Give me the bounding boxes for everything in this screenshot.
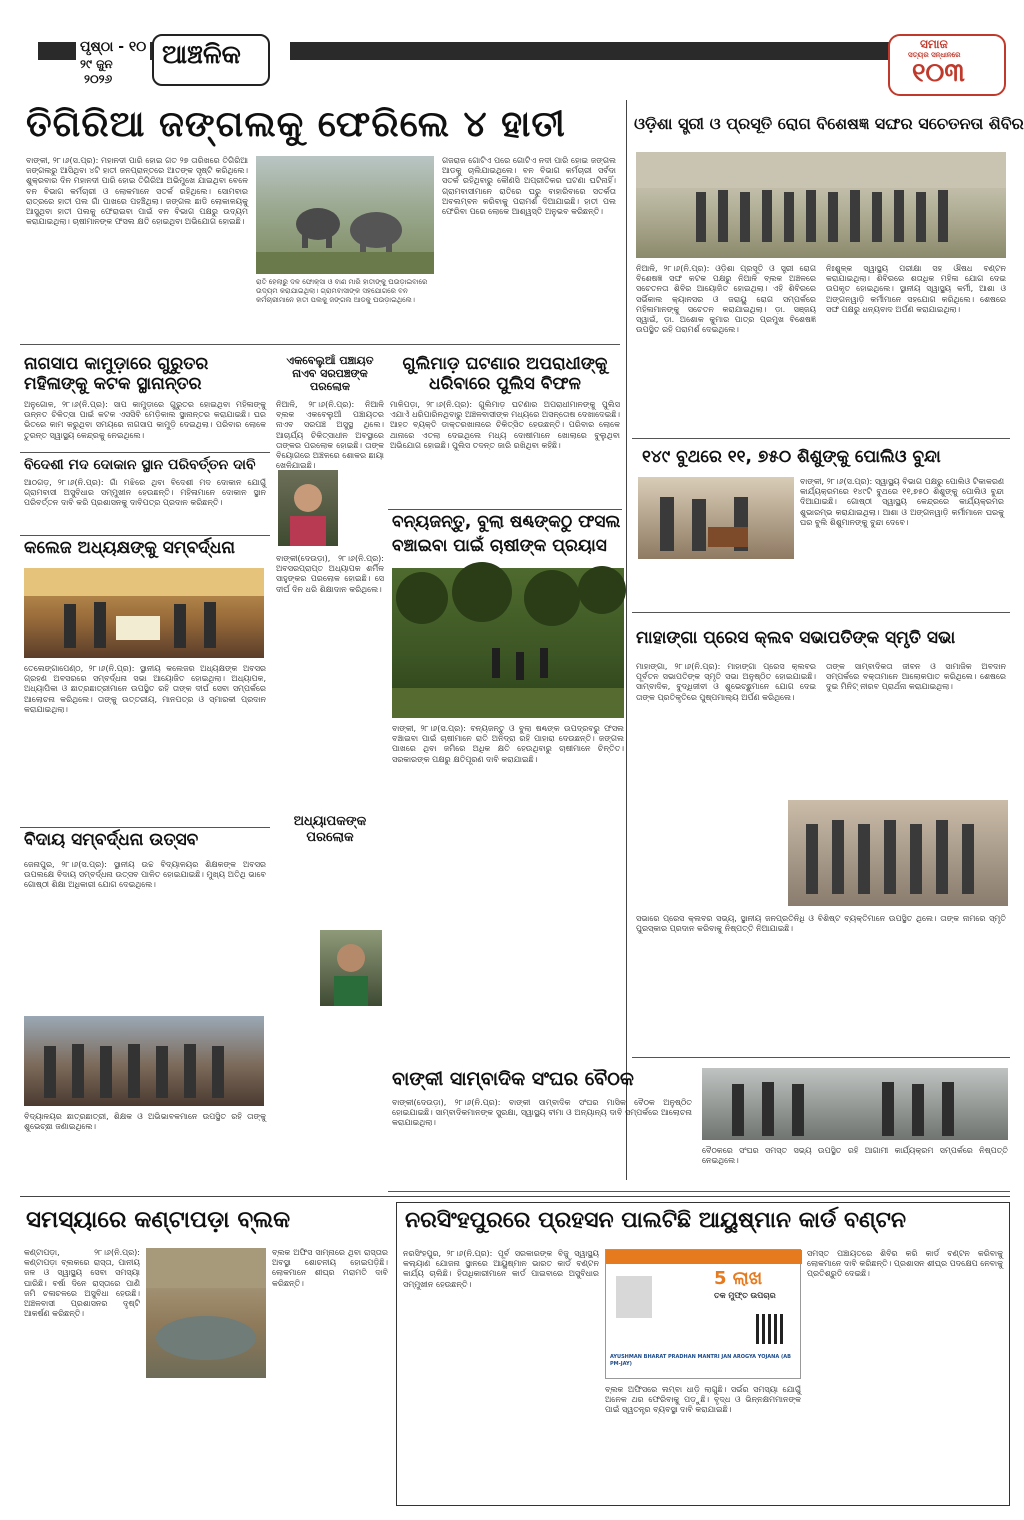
card-amount: 5 ଲାଖ [714,1268,763,1289]
press-club-col3: ସଭାରେ ପ୍ରେସ କ୍ଲବର ସଭ୍ୟ, ସ୍ଥାନୀୟ ଜନପ୍ରତିନିଧି ଓ ବିଶିଷ୍ଟ ବ୍ୟକ୍ତିମାନେ ଉପସ୍ଥିତ ଥିଲେ। ତାଙ୍କ ନାମରେ ସ୍ମୃତି ପୁରସ୍କାର ପ୍ରଦାନ କରିବାକୁ ନିଷ୍ପତ୍ତି ନିଆଯାଇଛି। [636,914,1006,934]
elephants-col3: ଗଜରାଜ ଗୋଟିଏ ପରେ ଗୋଟିଏ ନଦୀ ପାରି ହୋଇ ଜଙ୍ଗଲ ଆଡକୁ ଚାଲିଯାଇଥିଲେ। ବନ ବିଭାଗ କର୍ମଚାରୀ ସର୍ବଦା ସତର୍କ ରହିଥିବାରୁ କୌଣସି ଅପ୍ରୀତିକର ଘଟଣା ଘଟିନାହିଁ। ଗ୍ରାମବାସୀମାନେ ରାତିରେ ଘରୁ ବାହାରିବାରେ ସତର୍କତା ଅବଲମ୍ବନ କରିବାକୁ ପରାମର୍ଶ ଦିଆଯାଇଛି। ହାତୀ ପଲ ଫେରିବା ପରେ ଲୋକେ ଆଶ୍ୱସ୍ତି ଅନୁଭବ କରିଛନ୍ତି। [442,156,616,217]
ayushman-article [396,1202,1010,1506]
wildlife-body: ବାଙ୍କୀ, ୨୮।୬(ସ.ପ୍ର): ବନ୍ୟଜନ୍ତୁ ଓ ବୁଲା ଷଣ୍ଢଙ୍କ ଉପଦ୍ରବରୁ ଫସଲ ବଞ୍ଚାଇବା ପାଇଁ ଚାଷୀମାନେ ରାତି ଅନିଦ୍ରା ରହି ପାହାରା ଦେଉଛନ୍ତି। ଜଙ୍ଗଲ ପାଖରେ ଥିବା ଜମିରେ ଅଧିକ କ୍ଷତି ହେଉଥିବାରୁ ଚାଷୀମାନେ ଚିନ୍ତିତ। ସରକାରଙ୍କ ପକ୍ଷରୁ କ୍ଷତିପୂରଣ ଦାବି କରାଯାଇଛି। [392,724,624,764]
card-photo-placeholder [616,1276,652,1318]
college-photo [24,568,264,658]
sarpanch-article [274,350,384,650]
masthead-band-right [290,42,890,60]
banki-meet-body2: ବୈଠକରେ ସଂଘର ସମସ୍ତ ସଭ୍ୟ ଉପସ୍ଥିତ ରହି ଆଗାମୀ କାର୍ଯ୍ୟକ୍ରମ ସମ୍ପର୍କରେ ନିଷ୍ପତ୍ତି ନେଇଥିଲେ। [702,1146,1008,1166]
press-club-article [632,618,1010,1058]
biday-body: ଜେନାପୁର, ୨୮।୬(ସ.ପ୍ର): ସ୍ଥାନୀୟ ଉଚ୍ଚ ବିଦ୍ୟାଳୟର ଶିକ୍ଷକଙ୍କ ଅବସର ଉପଲକ୍ଷେ ବିଦାୟ ସମ୍ବର୍ଦ୍ଧନା ଉତ୍ସବ ପାଳିତ ହୋଇଯାଇଛି। ମୁଖ୍ୟ ଅତିଥି ଭାବେ ଗୋଷ୍ଠୀ ଶିକ୍ଷା ଅଧିକାରୀ ଯୋଗ ଦେଇଥିଲେ। [24,860,266,890]
wildlife-article [388,512,628,842]
brand-sub: ସତ୍ୟର ସନ୍ଧାନରେ [908,51,961,59]
banki-meet-headline: ବାଙ୍କୀ ସାମ୍ବାଦିକ ସଂଘର ବୈଠକ [392,1068,634,1090]
section-title: ଆଞ୍ଚଳିକ [162,40,241,70]
page-label: ପୃଷ୍ଠା - ୧୦ [80,39,147,55]
gulimada-article [388,350,622,510]
madira-article [20,456,270,536]
sarpanch-body-bottom: ବାଙ୍କୀ(ଦେଉଡ଼ା), ୨୮।୬(ନି.ପ୍ର): ଅବସରପ୍ରାପ୍ତ ଅଧ୍ୟାପକ ଶର୍ମିଳ ସାହୁଙ୍କର ପରଲୋକ ହୋଇଛି। ସେ ଦୀର୍ଘ ଦିନ ଧରି ଶିକ୍ଷାଦାନ କରିଥିଲେ। [276,554,384,594]
ayushman-col3: ସମସ୍ତ ପଞ୍ଚାୟତରେ ଶିବିର କରି କାର୍ଡ ବଣ୍ଟନ କରିବାକୁ ଲୋକମାନେ ଦାବି କରିଛନ୍ତି। ପ୍ରଶାସନ ଶୀଘ୍ର ପଦକ୍ଷେପ ନେବାକୁ ପ୍ରତିଶ୍ରୁତି ଦେଇଛି। [807,1249,1003,1279]
gynae-col2: ନିଃଶୁଳ୍କ ସ୍ୱାସ୍ଥ୍ୟ ପରୀକ୍ଷା ସହ ଔଷଧ ବଣ୍ଟନ କରାଯାଇଥିଲା। ଶିବିରରେ ଶତାଧିକ ମହିଳା ଯୋଗ ଦେଇ ଉପକୃତ ହୋଇଥିଲେ। ସ୍ଥାନୀୟ ସ୍ୱାସ୍ଥ୍ୟ କର୍ମୀ, ଆଶା ଓ ଅଙ୍ଗନୱାଡ଼ି କର୍ମୀମାନେ ସହଯୋଗ କରିଥିଲେ। ଶେଷରେ ସଙ୍ଘ ପକ୍ଷରୁ ଧନ୍ୟବାଦ ଅର୍ପଣ କରାଯାଇଥିଲା। [826,264,1006,314]
gynae-article [632,100,1024,435]
elephants-article [20,100,620,345]
banki-meet-body: ବାଙ୍କୀ(ଦେଉଡ଼ା), ୨୮।୬(ନି.ପ୍ର): ବାଙ୍କୀ ସାମ୍ବାଦିକ ସଂଘର ମାସିକ ବୈଠକ ଅନୁଷ୍ଠିତ ହୋଇଯାଇଛି। ସାମ୍ବାଦିକମାନଙ୍କ ସୁରକ୍ଷା, ସ୍ୱାସ୍ଥ୍ୟ ବୀମା ଓ ଅନ୍ୟାନ୍ୟ ଦାବି ସମ୍ପର୍କରେ ଆଲୋଚନା କରାଯାଇଥିଲା। [392,1098,692,1128]
ayushman-col2: ବ୍ଲକ ଅଫିସରେ ଲମ୍ବା ଧାଡ଼ି ଲାଗୁଛି। ସର୍ଭର ସମସ୍ୟା ଯୋଗୁଁ ଅନେକ ଥର ଫେରିବାକୁ ପଡ଼ୁଛି। ବୃଦ୍ଧ ଓ ଭିନ୍ନକ୍ଷମମାନଙ୍କ ପାଇଁ ସ୍ୱତନ୍ତ୍ର ବ୍ୟବସ୍ଥା ଦାବି କରାଯାଇଛି। [605,1385,801,1415]
masthead [0,0,1024,98]
meeting-people-icon [702,1068,1008,1140]
card-header-strip [606,1250,802,1264]
banki-meet-photo [702,1068,1008,1140]
banki-meet-article [388,1062,1010,1192]
college-body: ତେଲେଙ୍ଗାପେଣ୍ଠ, ୨୮।୬(ନି.ପ୍ର): ସ୍ଥାନୀୟ କଲେଜର ଅଧ୍ୟକ୍ଷଙ୍କ ଅବସର ଗ୍ରହଣ ଅବସରରେ ସମ୍ବର୍ଦ୍ଧନା ସଭା ଆୟୋଜିତ ହୋଇଥିଲା। ଅଧ୍ୟାପକ, ଅଧ୍ୟାପିକା ଓ ଛାତ୍ରଛାତ୍ରୀମାନେ ଉପସ୍ଥିତ ରହି ତାଙ୍କ ଦୀର୍ଘ ସେବା ସମ୍ପର୍କରେ ଆଲୋଚନା କରିଥିଲେ। ତାଙ୍କୁ ଉତ୍ତରୀୟ, ମାନପତ୍ର ଓ ସ୍ମାରକୀ ପ୍ରଦାନ କରାଯାଇଥିଲା। [24,664,266,714]
kantapada-photo [146,1248,266,1378]
polio-article [632,438,1010,613]
adhyapaka-article [274,810,384,1060]
naga-article [20,350,270,453]
naga-body: ଅନୁଗୋଳ, ୨୮।୬(ନି.ପ୍ର): ସାପ କାମୁଡ଼ାରେ ଗୁରୁତର ହୋଇଥିବା ମହିଳାଙ୍କୁ ଉନ୍ନତ ଚିକିତ୍ସା ପାଇଁ କଟକ ଏସସିବି ମେଡ଼ିକାଲ ସ୍ଥାନାନ୍ତର କରାଯାଇଛି। ଘର ଭିତରେ କାମ କରୁଥିବା ସମୟରେ ନାଗସାପ କାମୁଡ଼ି ଦେଇଥିଲା। ପରିବାର ଲୋକେ ତୁରନ୍ତ ସ୍ୱାସ୍ଥ୍ୟ କେନ୍ଦ୍ରକୁ ନେଇଥିଲେ। [24,400,266,440]
press-club-photo [788,800,1008,906]
press-club-col2: ତାଙ୍କ ସାମ୍ବାଦିକତା ଜୀବନ ଓ ସାମାଜିକ ଅବଦାନ ସମ୍ପର୍କରେ ବକ୍ତାମାନେ ଆଲୋକପାତ କରିଥିଲେ। ଶେଷରେ ଦୁଇ ମିନିଟ୍ ନୀରବ ପ୍ରାର୍ଥନା କରାଯାଇଥିଲା। [826,662,1006,692]
sarpanch-portrait [278,470,338,546]
adhyapaka-portrait [320,930,382,1006]
gynae-photo [636,152,1006,258]
press-club-headline: ମାହାଙ୍ଗା ପ୍ରେସ କ୍ଲବ ସଭାପତିଙ୍କ ସ୍ମୃତି ସଭା [636,628,956,648]
naga-headline: ନାଗସାପ କାମୁଡ଼ାରେ ଗୁରୁତର ମହିଳାଙ୍କୁ କଟକ ସ୍ଥାନାନ୍ତର [24,354,209,394]
gynae-col1: ନିଆଳି, ୨୮।୬(ନି.ପ୍ର): ଓଡ଼ିଶା ପ୍ରସୂତି ଓ ସ୍ତ୍ରୀ ରୋଗ ବିଶେଷଜ୍ଞ ସଙ୍ଘ କଟକ ପକ୍ଷରୁ ନିଆଳି ବ୍ଲକ ଅଞ୍ଚଳରେ ସଚେତନତା ଶିବିର ଆୟୋଜିତ ହୋଇଥିଲା। ଏହି ଶିବିରରେ ସର୍ଭିକାଲ କ୍ୟାନସର ଓ ଜରାୟୁ ରୋଗ ସମ୍ପର୍କରେ ମହିଳାମାନଙ୍କୁ ସଚେତନ କରାଯାଇଥିଲା। ଡ଼ା. ସଞ୍ଜୟ ସ୍ୱାଇଁ, ଡ଼ା. ଅଶୋକ କୁମାର ପାତ୍ର ପ୍ରମୁଖ ବିଶେଷଜ୍ଞ ଉପସ୍ଥିତ ରହି ପରାମର୍ଶ ଦେଇଥିଲେ। [636,264,816,335]
elephant-icon [256,156,434,274]
biday-headline: ବିଦାୟ ସମ୍ବର୍ଦ୍ଧନା ଉତ୍ସବ [24,830,199,850]
gulimada-headline: ଗୁଲିମାଡ଼ ଘଟଣାର ଅପରାଧୀଙ୍କୁ ଧରିବାରେ ପୁଲିସ ବିଫଳ [402,354,608,394]
ayushman-col1: ନରସିଂହପୁର, ୨୮।୬(ନି.ପ୍ର): ପୂର୍ବ ସରକାରଙ୍କ ବିଜୁ ସ୍ୱାସ୍ଥ୍ୟ କଲ୍ୟାଣ ଯୋଜନା ସ୍ଥାନରେ ଆୟୁଷ୍ମାନ ଭାରତ କାର୍ଡ ବଣ୍ଟନ କାର୍ଯ୍ୟ ଚାଲିଛି। ହିତାଧିକାରୀମାନେ କାର୍ଡ ପାଇବାରେ ଅସୁବିଧାର ସମ୍ମୁଖୀନ ହେଉଛନ୍ତି। [403,1249,599,1289]
gulimada-body: ମାଳିପଡ଼ା, ୨୮।୬(ନି.ପ୍ର): ଗୁଲିମାଡ଼ ଘଟଣାର ଅପରାଧୀମାନଙ୍କୁ ପୁଲିସ ଏଯାଏଁ ଧରିପାରିନଥିବାରୁ ଅଞ୍ଚଳବାସୀଙ୍କ ମଧ୍ୟରେ ଅସନ୍ତୋଷ ଦେଖାଦେଇଛି। ଆହତ ବ୍ୟକ୍ତି ଡାକ୍ତରଖାନାରେ ଚିକିତ୍ସିତ ହେଉଛନ୍ତି। ପରିବାର ଲୋକେ ଥାନାରେ ଏତଲା ଦେଇଥିଲେ ମଧ୍ୟ ଦୋଷୀମାନେ ଖୋଲାରେ ବୁଲୁଥିବା ଅଭିଯୋଗ ହୋଇଛି। ପୁଲିସ ତଦନ୍ତ ଜାରି ରଖିଥିବା କହିଛି। [390,400,620,450]
meeting-people-icon [788,800,1008,906]
biday-photo [24,1016,264,1106]
madira-body: ଆଠଗଡ଼, ୨୮।୬(ନି.ପ୍ର): ଗାଁ ମଝିରେ ଥିବା ବିଦେଶୀ ମଦ ଦୋକାନ ଯୋଗୁଁ ଗ୍ରାମବାସୀ ଅସୁବିଧାର ସମ୍ମୁଖୀନ ହେଉଛନ୍ତି। ମହିଳାମାନେ ଦୋକାନ ସ୍ଥାନ ପରିବର୍ତ୍ତନ ଦାବି କରି ପ୍ରଶାସନକୁ ଦାବିପତ୍ର ପ୍ରଦାନ କରିଛନ୍ତି। [24,478,266,508]
sarpanch-body-top: ନିଆଳି, ୨୮।୬(ନି.ପ୍ର): ନିଆଳି ବ୍ଲକ ଏକବେଲୁଆଁ ପଞ୍ଚାୟତର ନାଏବ ସରପଞ୍ଚ ଅସୁସ୍ଥ ଥିଲେ। ଆଚାର୍ଯ୍ୟ ଚିକିତ୍ସାଧୀନ ଅବସ୍ଥାରେ ତାଙ୍କର ପରଲୋକ ହୋଇଛି। ତାଙ୍କ ବିୟୋଗରେ ଅଞ୍ଚଳରେ ଶୋକର ଛାୟା ଖେଳିଯାଇଛି। [276,400,384,471]
ayushman-headline: ନରସିଂହପୁରରେ ପ୍ରହସନ ପାଲଟିଛି ଆୟୁଷ୍ମାନ କାର୍ଡ ବଣ୍ଟନ [405,1208,906,1233]
wildlife-headline-1: ବନ୍ୟଜନ୍ତୁ, ବୁଲା ଷଣ୍ଢଙ୍କଠୁ ଫସଲ [392,512,621,532]
person-portrait-icon [278,470,338,546]
brand-top: ସମାଜ [920,37,948,51]
person-portrait-icon [320,930,382,1006]
sarpanch-headline: ଏକବେଲୁଆଁ ପଞ୍ଚାୟତ ନାଏବ ସରପଞ୍ଚଙ୍କ ପରଲୋକ [286,354,374,393]
kantapada-body: କଣ୍ଟାପଡ଼ା, ୨୮।୬(ନି.ପ୍ର): କଣ୍ଟାପଡ଼ା ବ୍ଲକରେ ରାସ୍ତା, ପାନୀୟ ଜଳ ଓ ସ୍ୱାସ୍ଥ୍ୟ ସେବା ସମସ୍ୟା ଘାରିଛି। ବର୍ଷା ଦିନେ ରାସ୍ତାରେ ପାଣି ଜମି ଚଳାଚଳରେ ଅସୁବିଧା ହେଉଛି। ଅଞ୍ଚଳବାସୀ ପ୍ରଶାସନର ଦୃଷ୍ଟି ଆକର୍ଷଣ କରିଛନ୍ତି। [24,1248,140,1319]
adhyapaka-headline: ଅଧ୍ୟାପକଙ୍କ ପରଲୋକ [293,814,367,845]
elephants-col1: ବାଙ୍କୀ, ୨୮।୬(ସ.ପ୍ର): ମହାନଦୀ ପାରି ହୋଇ ଗତ ୨୭ ତାରିଖରେ ତିଗିରିଆ ଜଙ୍ଗଲରୁ ଆସିଥିବା ୪ଟି ହାତୀ ଜନପ୍ରାନ୍ତରେ ଆତଙ୍କ ସୃଷ୍ଟି କରିଥିଲେ। ଶୁକ୍ରବାର ଦିନ ମହାନଦୀ ପାରି ହୋଇ ତିଗିରିଆ ଅଭିମୁଖେ ଯାଇଥିବା ବେଳେ ବନ ବିଭାଗ କର୍ମଚାରୀ ଓ ଲୋକମାନେ ସତର୍କ ରହିଥିଲେ। ସୋମବାର ରାତ୍ରରେ ହାତୀ ପଲ ଗାଁ ପାଖରେ ପହଞ୍ଚିଥିଲା। ଜଙ୍ଗଲ ଛାଡି ଲୋକାଳୟକୁ ଆସୁଥିବା ହାତୀ ପଲକୁ ଫେରାଇବା ପାଇଁ ବନ ବିଭାଗ ପକ୍ଷରୁ ଉଦ୍ୟମ କରାଯାଇଥିଲା। ଚାଷୀମାନଙ୍କ ଫସଲ କ୍ଷତି ହୋଇଥିବା ଅଭିଯୋଗ ହୋଇଛି। [26,156,248,227]
kantapada-body2: ବ୍ଲକ ଅଫିସ ସାମ୍ନାରେ ଥିବା ରାସ୍ତାର ଅବସ୍ଥା ଶୋଚନୀୟ ହୋଇପଡ଼ିଛି। ଲୋକମାନେ ଶୀଘ୍ର ମରାମତି ଦାବି କରିଛନ୍ତି। [272,1248,388,1288]
kantapada-article [20,1202,392,1502]
college-headline: କଲେଜ ଅଧ୍ୟକ୍ଷଙ୍କୁ ସମ୍ବର୍ଦ୍ଧନା [24,538,236,558]
date-line-2: ୨୦୨୬ [84,72,113,86]
group-people-icon [636,152,1006,258]
elephants-photo-caption: ରାତି ହେଲାରୁ ଦଳ ଫୋକ୍ସା ଓ ବାଣ ମାରି ହାତୀଙ୍କୁ ଘଉଡ଼ାଇବାରେ ଉଦ୍ୟମ କରାଯାଇଥିଲା। ଗ୍ରାମବାସୀଙ୍କ ସହଯୋଗରେ ବନ କର୍ମଚାରୀମାନେ ହାତୀ ପଲକୁ ଜଙ୍ଗଲ ଆଡକୁ ଘଉଡ଼ାଇଥିଲେ। [256,278,428,304]
wildlife-photo [392,568,624,718]
group-people-icon [24,1016,264,1106]
card-footer: AYUSHMAN BHARAT PRADHAN MANTRI JAN AROGYA YOJANA (AB PM-JAY) [610,1354,791,1367]
forest-icon [392,568,624,718]
elephants-headline: ତିଗିରିଆ ଜଙ୍ଗଲକୁ ଫେରିଲେ ୪ ହାତୀ [26,104,566,145]
brand-number: ୧୦୩ [912,58,965,88]
stage-event-icon [24,568,264,658]
card-sub: ତକ ମୁଫ୍ତ ଉପଚାର [714,1291,776,1300]
biday-article [20,830,270,1180]
bottom-section-divider [20,1196,1010,1197]
biday-caption: ବିଦ୍ୟାଳୟର ଛାତ୍ରଛାତ୍ରୀ, ଶିକ୍ଷକ ଓ ଅଭିଭାବକମାନେ ଉପସ୍ଥିତ ରହି ତାଙ୍କୁ ଶୁଭେଚ୍ଛା ଜଣାଇଥିଲେ। [24,1112,266,1132]
madira-headline: ବିଦେଶୀ ମଦ ଦୋକାନ ସ୍ଥାନ ପରିବର୍ତ୍ତନ ଦାବି [24,457,256,473]
college-article [20,538,270,828]
waterlogged-road-icon [146,1248,266,1378]
wildlife-headline-2: ବଞ୍ଚାଇବା ପାଇଁ ଚାଷୀଙ୍କ ପ୍ରୟାସ [392,536,607,556]
vaccination-icon [638,477,794,559]
qr-icon [756,1314,786,1344]
press-club-col1: ମାହାଙ୍ଗା, ୨୮।୬(ନି.ପ୍ର): ମାହାଙ୍ଗା ପ୍ରେସ କ୍ଲବର ପୂର୍ବତନ ସଭାପତିଙ୍କ ସ୍ମୃତି ସଭା ଅନୁଷ୍ଠିତ ହୋଇଯାଇଛି। ସାମ୍ବାଦିକ, ବୁଦ୍ଧିଜୀବୀ ଓ ଶୁଭେଚ୍ଛୁମାନେ ଯୋଗ ଦେଇ ତାଙ୍କ ପ୍ରତିକୃତିରେ ପୁଷ୍ପମାଲ୍ୟ ଅର୍ପଣ କରିଥିଲେ। [636,662,816,702]
kantapada-headline: ସମସ୍ୟାରେ କଣ୍ଟାପଡ଼ା ବ୍ଲକ [26,1207,291,1233]
polio-photo [638,477,794,559]
polio-headline: ୧୪୯ ବୁଥରେ ୧୧, ୭୫୦ ଶିଶୁଙ୍କୁ ପୋଲିଓ ବୁନ୍ଦା [642,447,941,467]
ayushman-card [605,1249,801,1379]
polio-body: ବାଙ୍କୀ, ୨୮।୬(ସ.ପ୍ର): ସ୍ୱାସ୍ଥ୍ୟ ବିଭାଗ ପକ୍ଷରୁ ପୋଲିଓ ଟିକାକରଣ କାର୍ଯ୍ୟକ୍ରମରେ ୧୪୯ଟି ବୁଥରେ ୧୧,୭୫୦ ଶିଶୁଙ୍କୁ ପୋଲିଓ ବୁନ୍ଦା ଦିଆଯାଇଛି। ଗୋଷ୍ଠୀ ସ୍ୱାସ୍ଥ୍ୟ କେନ୍ଦ୍ରରେ କାର୍ଯ୍ୟକ୍ରମର ଶୁଭାରମ୍ଭ କରାଯାଇଥିଲା। ଆଶା ଓ ଅଙ୍ଗନୱାଡ଼ି କର୍ମୀମାନେ ଘରକୁ ଘର ବୁଲି ଶିଶୁମାନଙ୍କୁ ବୁନ୍ଦା ଦେବେ। [800,477,1004,527]
elephants-photo [256,156,434,274]
gynae-headline: ଓଡ଼ିଶା ସ୍ତ୍ରୀ ଓ ପ୍ରସୂତି ରୋଗ ବିଶେଷଜ୍ଞ ସଙ୍ଘର ସଚେତନତା ଶିବିର [634,114,1024,133]
date-line-1: ୨୯ ଜୁନ [80,57,113,71]
